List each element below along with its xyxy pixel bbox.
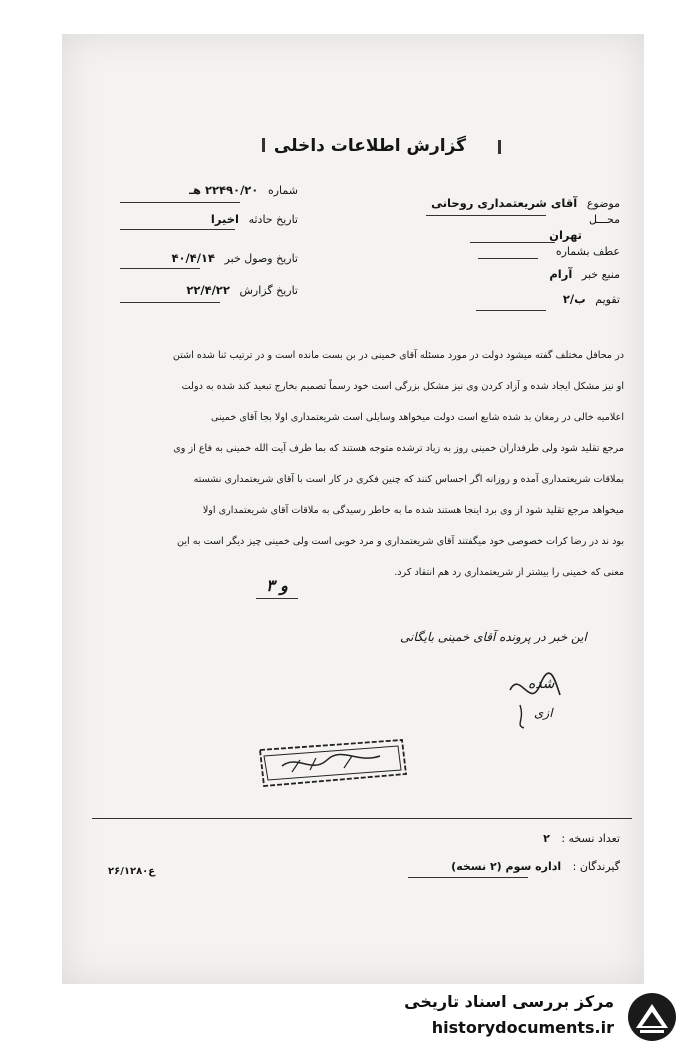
evaluation-value: ب/۲ xyxy=(562,292,586,306)
body-line: معنی که خمینی را بیشتر از شریعتمداری رد هم انتقاد کرد. xyxy=(394,567,624,578)
receipt-date-field xyxy=(171,251,298,265)
footer-org-name: مرکز بررسی اسناد تاریخی xyxy=(404,992,614,1011)
subject-label: موضوع xyxy=(586,197,620,210)
location-value: تهران xyxy=(549,228,582,242)
handwritten-sign-1: شده xyxy=(528,676,555,692)
recipients-underline xyxy=(408,877,528,878)
title-tick-right xyxy=(498,140,501,154)
report-body xyxy=(74,340,624,588)
body-line: مرجع تقلید شود ولی طرفداران خمینی روز به زیاد ترشده متوجه هستند که بما طرف آیت الله خمینی به فاع از وی xyxy=(173,443,624,454)
note-mark: و ۳ xyxy=(266,576,288,595)
evaluation-field xyxy=(563,292,620,306)
handwritten-sign-2: ازی xyxy=(534,706,553,720)
location-label: محـــل xyxy=(589,213,620,226)
bottom-divider xyxy=(92,818,632,819)
recipients-label: گیرندگان : xyxy=(572,860,620,873)
number-field xyxy=(189,183,298,197)
location-field xyxy=(589,212,620,226)
evaluation-underline xyxy=(476,310,546,311)
attachment-label: عطف بشماره xyxy=(555,245,620,258)
attachment-field xyxy=(556,244,620,258)
incident-date-value: اخیرا xyxy=(210,212,239,226)
receipt-date-label: تاریخ وصول خبر xyxy=(224,252,298,265)
body-line: میخواهد مرجع تقلید شود از وی برد اینجا هستند شده ما به خاطر رسیدگی به ملاقات آقای شریعتمداری اولا xyxy=(202,505,624,516)
subject-underline xyxy=(426,215,546,216)
note-mark-underline xyxy=(256,598,298,599)
number-underline xyxy=(120,202,240,203)
recipients-value: اداره سوم (۲ نسخه) xyxy=(451,860,562,873)
copies-value: ۲ xyxy=(543,832,550,845)
reference-number: ۲۶/۱۲۸۰ع xyxy=(108,866,156,877)
body-line: بود ند در رضا کرات خصوصی خود میگفتند آقای شریعتمداری و مرد خوبی است ولی خمینی چیز دیگر است به این xyxy=(177,536,624,547)
stamp-box xyxy=(252,734,412,792)
body-line: او نیز مشکل ایجاد شده و آزاد کردن وی نیز مشکل بزرگی است خود رسماً تصمیم بخارج تبعید کند شده به دولت xyxy=(181,381,624,392)
incident-date-underline xyxy=(120,229,235,230)
number-value: ۲۲۴۹۰/۲۰ هـ xyxy=(189,183,259,197)
subject-field xyxy=(431,196,620,210)
body-line: اعلامیه خالی در رمغان بد شده شایع است دولت میخواهد وسایلی است شریعتمداری اولا بجا آقای خمینی xyxy=(211,412,624,423)
copies-label: تعداد نسخه : xyxy=(561,832,620,845)
incident-date-field xyxy=(211,212,298,226)
source-field xyxy=(549,267,620,281)
subject-value: آقای شریعتمداری روحانی xyxy=(431,196,578,210)
handwritten-note: این خبر در پرونده آقای خمینی بایگانی xyxy=(400,630,587,644)
title-tick-left xyxy=(262,138,265,152)
report-date-field xyxy=(186,283,298,297)
report-date-value: ۲۲/۴/۲۲ xyxy=(186,283,230,297)
incident-date-label: تاریخ حادثه xyxy=(248,213,298,226)
number-label: شماره xyxy=(267,184,298,197)
attachment-underline xyxy=(478,258,538,259)
evaluation-label: تقویم xyxy=(595,293,620,306)
report-date-label: تاریخ گزارش xyxy=(239,284,298,297)
location-value-wrap xyxy=(549,228,588,242)
body-line: در محافل مختلف گفته میشود دولت در مورد مسئله آقای خمینی در بن بست مانده است و در ترتیب ثنا شده اشتن xyxy=(172,350,624,361)
archive-logo-icon xyxy=(622,990,682,1044)
footer-url[interactable]: historydocuments.ir xyxy=(431,1018,614,1037)
source-value: آرام xyxy=(549,267,573,281)
report-date-underline xyxy=(120,302,220,303)
report-title: گزارش اطلاعات داخلی xyxy=(273,136,467,156)
body-line: بملاقات شریعتمداری آمده و روزانه اگر احساس کنند که چنین فکری در کار است با آقای شریعتمداری نشسته xyxy=(193,474,624,485)
handwritten-signature-scribble xyxy=(500,660,570,730)
source-label: منبع خبر xyxy=(581,268,620,281)
recipients-field xyxy=(451,860,620,873)
location-underline xyxy=(470,242,555,243)
receipt-date-value: ۴۰/۴/۱۴ xyxy=(171,251,215,265)
footer-branding xyxy=(382,990,682,1044)
receipt-date-underline xyxy=(120,268,200,269)
copies-field xyxy=(543,832,620,845)
